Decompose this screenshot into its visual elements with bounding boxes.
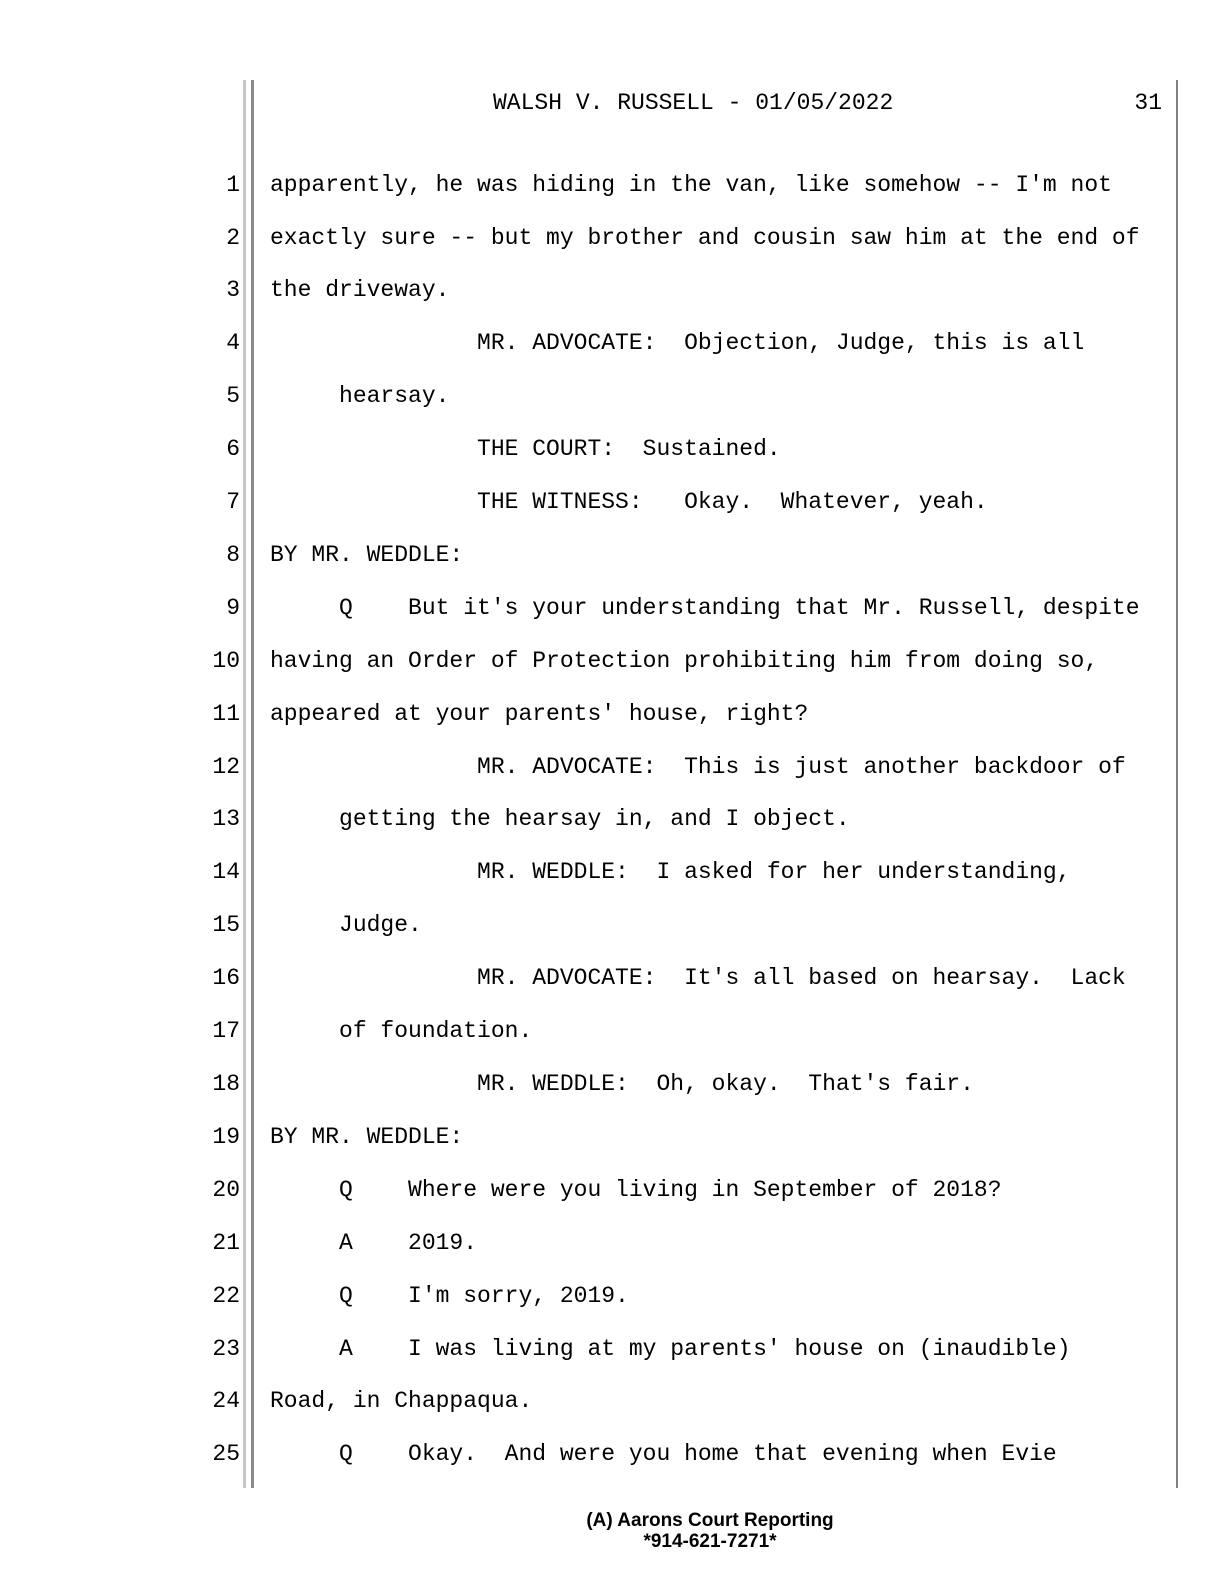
line-number: 24 bbox=[212, 1388, 240, 1415]
line-text: A 2019. bbox=[270, 1229, 478, 1256]
line-text: Q Okay. And were you home that evening when Evie bbox=[270, 1441, 1057, 1468]
line-number: 20 bbox=[212, 1176, 240, 1203]
transcript-line bbox=[0, 952, 1224, 1005]
line-number: 4 bbox=[226, 330, 240, 357]
line-number: 22 bbox=[212, 1282, 240, 1309]
line-number: 17 bbox=[212, 1018, 240, 1045]
transcript-line bbox=[0, 846, 1224, 899]
transcript-line bbox=[0, 741, 1224, 794]
line-number: 16 bbox=[212, 965, 240, 992]
transcript-line bbox=[0, 529, 1224, 582]
transcript-line bbox=[0, 899, 1224, 952]
transcript-line bbox=[0, 476, 1224, 529]
line-number: 25 bbox=[212, 1441, 240, 1468]
line-number: 12 bbox=[212, 753, 240, 780]
transcript-line bbox=[0, 1217, 1224, 1270]
line-text: MR. ADVOCATE: This is just another backdoor of bbox=[270, 753, 1126, 780]
page-number: 31 bbox=[1134, 90, 1162, 116]
line-text: exactly sure -- but my brother and cousin saw him at the end of bbox=[270, 224, 1140, 251]
line-number: 8 bbox=[226, 541, 240, 568]
transcript-line bbox=[0, 1164, 1224, 1217]
reporter-footer bbox=[410, 1510, 1010, 1552]
line-text: Q Where were you living in September of 2018? bbox=[270, 1176, 1002, 1203]
transcript-line bbox=[0, 582, 1224, 635]
line-text: having an Order of Protection prohibiting him from doing so, bbox=[270, 647, 1099, 674]
line-text: getting the hearsay in, and I object. bbox=[270, 806, 850, 833]
line-text: Road, in Chappaqua. bbox=[270, 1388, 533, 1415]
line-number: 18 bbox=[212, 1071, 240, 1097]
transcript-line bbox=[0, 370, 1224, 423]
line-number: 2 bbox=[226, 224, 240, 251]
line-number: 1 bbox=[226, 171, 240, 198]
line-text: A I was living at my parents' house on (inaudible) bbox=[270, 1335, 1071, 1362]
line-text: of foundation. bbox=[270, 1018, 533, 1045]
footer-phone: *914-621-7271* bbox=[643, 1531, 777, 1552]
transcript-line bbox=[0, 1005, 1224, 1058]
transcript-line bbox=[0, 1375, 1224, 1428]
footer-firm-name: (A) Aarons Court Reporting bbox=[586, 1510, 834, 1531]
transcript-line bbox=[0, 264, 1224, 317]
line-text: the driveway. bbox=[270, 277, 450, 304]
transcript-line bbox=[0, 1058, 1224, 1111]
line-number: 21 bbox=[212, 1229, 240, 1256]
transcript-line bbox=[0, 159, 1224, 212]
line-text: THE COURT: Sustained. bbox=[270, 436, 781, 463]
line-text: appeared at your parents' house, right? bbox=[270, 700, 809, 727]
line-text: THE WITNESS: Okay. Whatever, yeah. bbox=[270, 489, 988, 516]
line-text: Judge. bbox=[270, 912, 422, 939]
transcript-line bbox=[0, 423, 1224, 476]
line-text: MR. WEDDLE: Oh, okay. That's fair. bbox=[270, 1071, 974, 1097]
line-number: 7 bbox=[226, 489, 240, 516]
line-number: 10 bbox=[212, 647, 240, 674]
line-text: MR. ADVOCATE: Objection, Judge, this is all bbox=[270, 330, 1085, 357]
line-number: 23 bbox=[212, 1335, 240, 1362]
line-text: MR. WEDDLE: I asked for her understanding, bbox=[270, 859, 1071, 886]
line-number: 14 bbox=[212, 859, 240, 886]
line-number: 13 bbox=[212, 806, 240, 833]
line-number: 5 bbox=[226, 383, 240, 410]
line-number: 3 bbox=[226, 277, 240, 304]
transcript-line bbox=[0, 1323, 1224, 1376]
line-text: BY MR. WEDDLE: bbox=[270, 541, 464, 568]
transcript-line bbox=[0, 1428, 1224, 1481]
header-case-title: WALSH V. RUSSELL - 01/05/2022 bbox=[493, 90, 894, 116]
line-number: 6 bbox=[226, 436, 240, 463]
line-number: 9 bbox=[226, 594, 240, 621]
line-text: hearsay. bbox=[270, 383, 450, 410]
transcript-line bbox=[0, 793, 1224, 846]
transcript-body bbox=[0, 159, 1224, 1482]
transcript-line bbox=[0, 635, 1224, 688]
line-text: Q But it's your understanding that Mr. Russell, despite bbox=[270, 594, 1140, 621]
line-text: Q I'm sorry, 2019. bbox=[270, 1282, 629, 1309]
line-number: 19 bbox=[212, 1123, 240, 1150]
transcript-line bbox=[0, 212, 1224, 265]
line-text: MR. ADVOCATE: It's all based on hearsay. Lack bbox=[270, 965, 1126, 992]
transcript-line bbox=[0, 1270, 1224, 1323]
transcript-line bbox=[0, 317, 1224, 370]
line-number: 11 bbox=[212, 700, 240, 727]
transcript-line bbox=[0, 688, 1224, 741]
line-number: 15 bbox=[212, 912, 240, 939]
line-text: BY MR. WEDDLE: bbox=[270, 1123, 464, 1150]
line-text: apparently, he was hiding in the van, like somehow -- I'm not bbox=[270, 171, 1112, 198]
transcript-line bbox=[0, 1111, 1224, 1164]
